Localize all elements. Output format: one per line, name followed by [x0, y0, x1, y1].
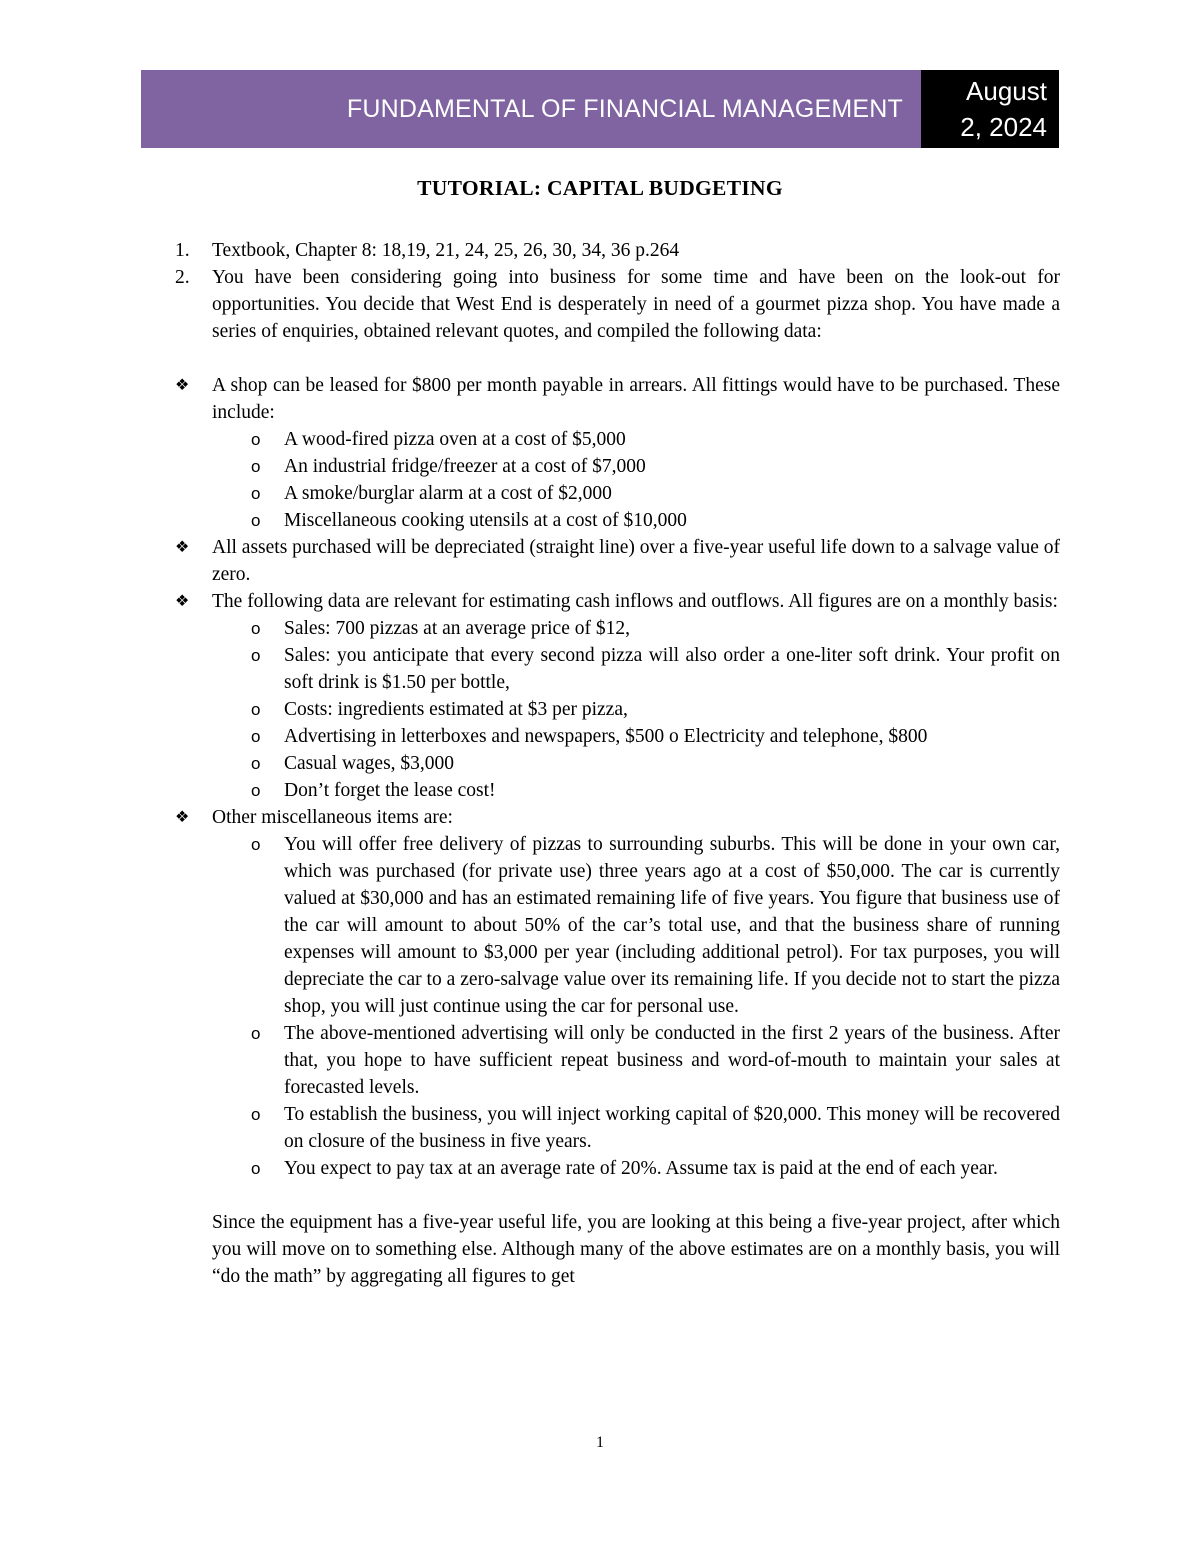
sub-item [175, 507, 1060, 534]
closing-paragraph: Since the equipment has a five-year useful life, you are looking at this being a five-year project, after which you will move on to something else. Although many of the above estimates are on a monthly basis, you will “do the math” by aggregating all figures to get [212, 1212, 1060, 1287]
course-title: FUNDAMENTAL OF FINANCIAL MANAGEMENT [346, 94, 903, 123]
sub-item [175, 480, 1060, 507]
item-number: 2. [175, 267, 190, 288]
document-title: TUTORIAL: CAPITAL BUDGETING [417, 176, 783, 200]
sub-item [175, 426, 1060, 453]
item-text: You have been considering going into business for some time and have been on the look-out for opportunities. You decide that West End is desperately in need of a gourmet pizza shop. You have made a series of enquiries, obtained relevant quotes, and compiled the following data: [212, 267, 1060, 342]
item-number: 1. [175, 240, 190, 261]
header-title-box [141, 70, 921, 148]
sub-item-text: A smoke/burglar alarm at a cost of $2,000 [284, 483, 612, 504]
bullet-item [175, 804, 1060, 831]
sub-item-text: Sales: 700 pizzas at an average price of $12, [284, 618, 630, 639]
spacer [175, 345, 1060, 372]
circle-bullet-icon: o [251, 1105, 261, 1124]
circle-bullet-icon: o [251, 700, 261, 719]
circle-bullet-icon: o [251, 511, 261, 530]
circle-bullet-icon: o [251, 1159, 261, 1178]
bullet-text: A shop can be leased for $800 per month payable in arrears. All fittings would have to be purchased. These include: [212, 375, 1060, 423]
circle-bullet-icon: o [251, 430, 261, 449]
header-date-box [921, 70, 1059, 148]
sub-item-text: You will offer free delivery of pizzas to surrounding suburbs. This will be done in your own car, which was purchased (for private use) three years ago at a cost of $50,000. The car is currently valued at $30,000 and has an estimated remaining life of five years. You figure that business use of the car will amount to about 50% of the car’s total use, and that the business share of running expenses will amount to $3,000 per year (including additional petrol). For tax purposes, you will depreciate the car to a zero-salvage value over its remaining life. If you decide not to start the pizza shop, you will just continue using the car for personal use. [284, 834, 1060, 1017]
sub-item [175, 615, 1060, 642]
circle-bullet-icon: o [251, 484, 261, 503]
circle-bullet-icon: o [251, 727, 261, 746]
sub-item [175, 750, 1060, 777]
sub-item [175, 723, 1060, 750]
bullet-item [175, 534, 1060, 588]
page-number: 1 [596, 1434, 604, 1451]
sub-item-text: Don’t forget the lease cost! [284, 780, 496, 801]
sub-item [175, 1020, 1060, 1101]
diamond-bullet-icon: ❖ [175, 593, 190, 610]
date-line-2: 2, 2024 [960, 112, 1047, 142]
sub-item-text: You expect to pay tax at an average rate of 20%. Assume tax is paid at the end of each year. [284, 1158, 998, 1179]
diamond-bullet-icon: ❖ [175, 377, 190, 394]
sub-item-text: Miscellaneous cooking utensils at a cost of $10,000 [284, 510, 687, 531]
bullet-text: The following data are relevant for estimating cash inflows and outflows. All figures are on a monthly basis: [212, 591, 1058, 612]
sub-item-text: Costs: ingredients estimated at $3 per pizza, [284, 699, 628, 720]
sub-item-text: The above-mentioned advertising will only be conducted in the first 2 years of the business. After that, you hope to have sufficient repeat business and word-of-mouth to maintain your sales at forecasted levels. [284, 1023, 1060, 1098]
document-body [175, 237, 1060, 1290]
sub-item [175, 1101, 1060, 1155]
sub-item-text: Sales: you anticipate that every second pizza will also order a one-liter soft drink. Your profit on soft drink is $1.50 per bottle, [284, 645, 1060, 693]
sub-item-text: To establish the business, you will inject working capital of $20,000. This money will be recovered on closure of the business in five years. [284, 1104, 1060, 1152]
diamond-bullet-icon: ❖ [175, 539, 190, 556]
circle-bullet-icon: o [251, 646, 261, 665]
item-text: Textbook, Chapter 8: 18,19, 21, 24, 25, 26, 30, 34, 36 p.264 [212, 240, 680, 261]
numbered-item [175, 264, 1060, 345]
bullet-item [175, 372, 1060, 426]
date-line-1: August [966, 76, 1047, 106]
circle-bullet-icon: o [251, 754, 261, 773]
sub-item [175, 1155, 1060, 1182]
circle-bullet-icon: o [251, 619, 261, 638]
page-header [141, 70, 1059, 148]
bullet-text: Other miscellaneous items are: [212, 807, 453, 828]
circle-bullet-icon: o [251, 781, 261, 800]
circle-bullet-icon: o [251, 835, 261, 854]
sub-item [175, 453, 1060, 480]
bullet-text: All assets purchased will be depreciated (straight line) over a five-year useful life down to a salvage value of zero. [212, 537, 1060, 585]
circle-bullet-icon: o [251, 457, 261, 476]
numbered-item [175, 237, 1060, 264]
bullet-item [175, 588, 1060, 615]
circle-bullet-icon: o [251, 1024, 261, 1043]
sub-item-text: Advertising in letterboxes and newspapers, $500 o Electricity and telephone, $800 [284, 726, 928, 747]
sub-item-text: An industrial fridge/freezer at a cost of $7,000 [284, 456, 646, 477]
sub-item [175, 696, 1060, 723]
sub-item-text: A wood-fired pizza oven at a cost of $5,000 [284, 429, 626, 450]
sub-item [175, 777, 1060, 804]
sub-item [175, 642, 1060, 696]
sub-item [175, 831, 1060, 1020]
sub-item-text: Casual wages, $3,000 [284, 753, 455, 774]
diamond-bullet-icon: ❖ [175, 809, 190, 826]
spacer [175, 1182, 1060, 1209]
